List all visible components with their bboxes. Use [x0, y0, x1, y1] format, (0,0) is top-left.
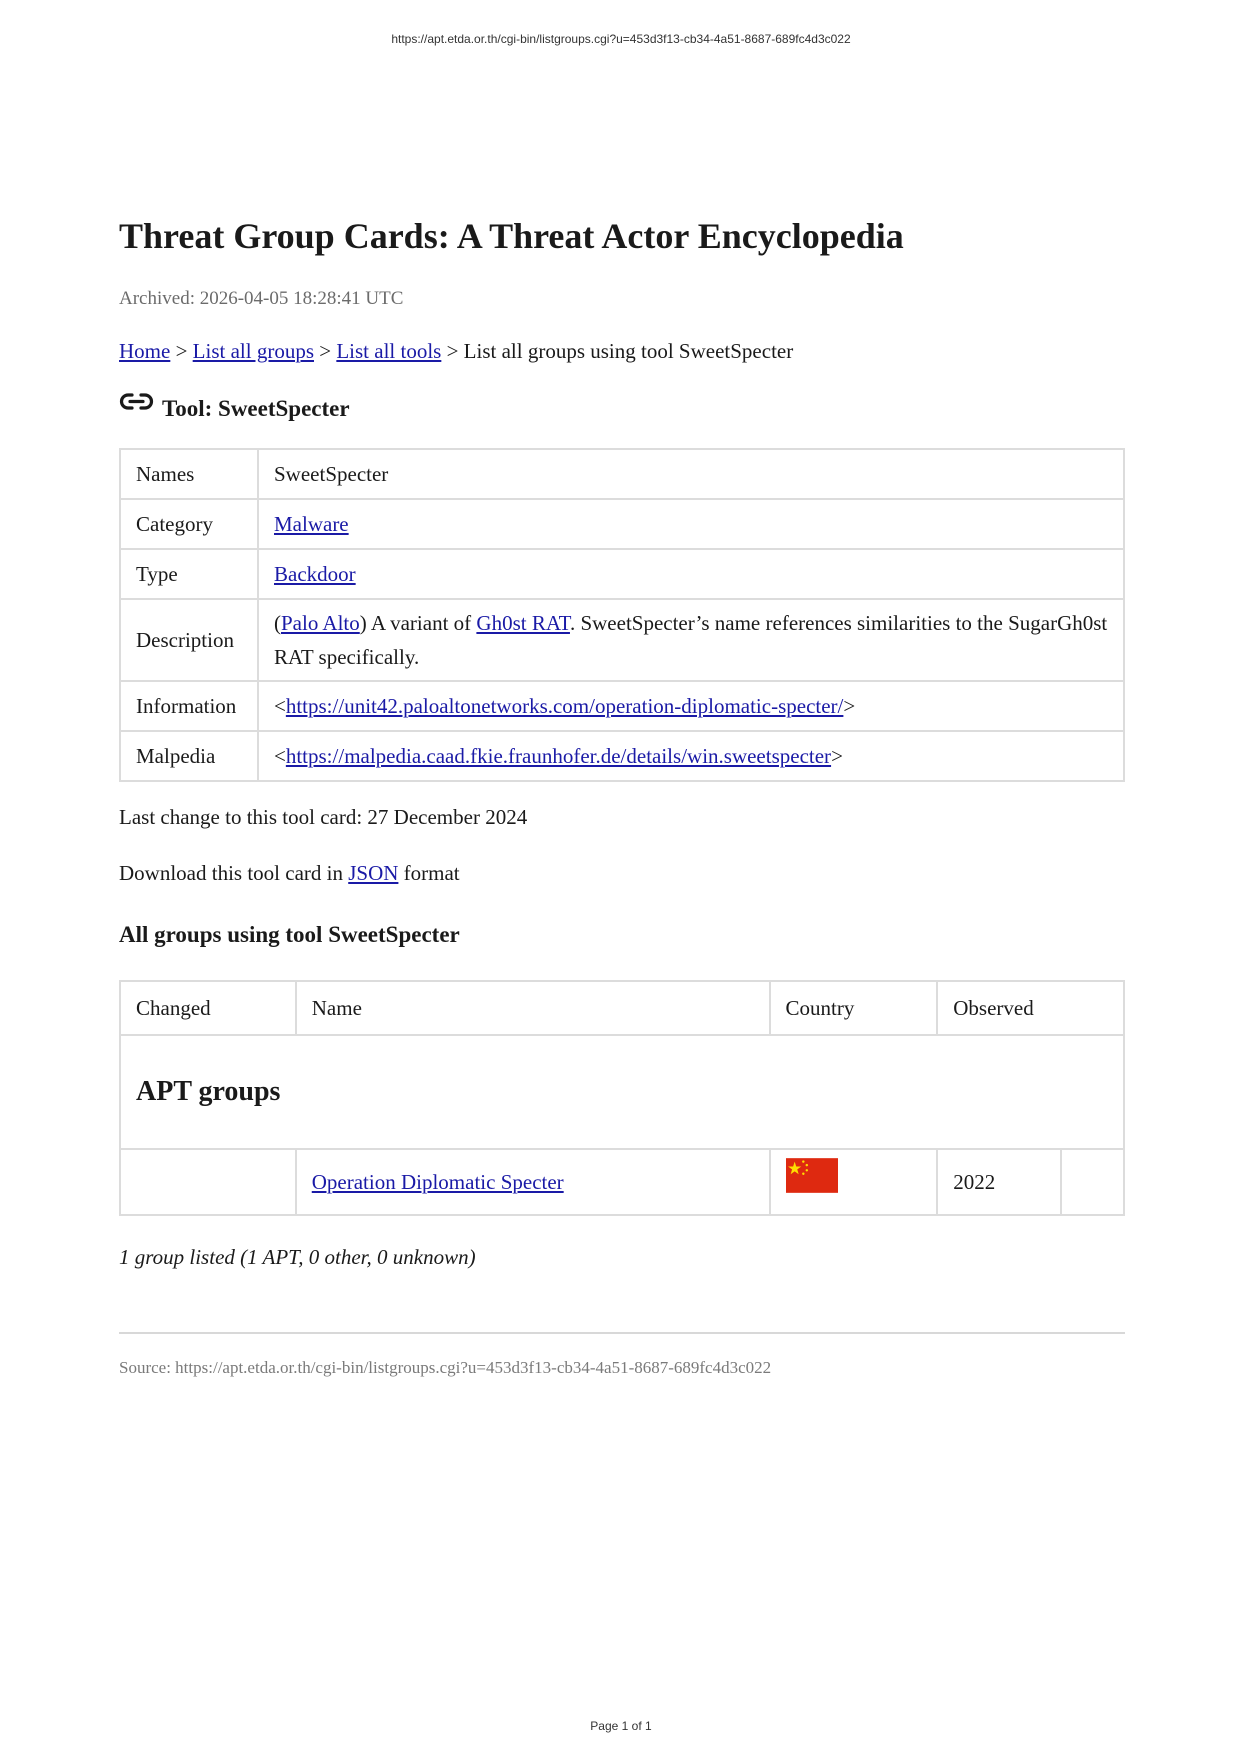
- breadcrumb-home-link[interactable]: Home: [119, 339, 171, 363]
- source-url: Source: https://apt.etda.or.th/cgi-bin/listgroups.cgi?u=453d3f13-cb34-4a51-8687-689fc4d3c022: [119, 1358, 772, 1377]
- tool-row-names: [120, 449, 1124, 499]
- tool-row-type: [120, 549, 1124, 599]
- tool-row-description: [120, 599, 1124, 681]
- table-row: [120, 1149, 1124, 1215]
- column-header-name: Name: [296, 981, 770, 1035]
- breadcrumb-list-tools-link[interactable]: List all tools: [336, 339, 442, 363]
- groups-section-title: All groups using tool SweetSpecter: [119, 922, 460, 947]
- page-title: Threat Group Cards: A Threat Actor Encyclopedia: [119, 216, 904, 256]
- last-change-text: Last change to this tool card: 27 December 2024: [119, 805, 528, 829]
- page-content: [119, 210, 1125, 1380]
- row-label: Category: [120, 499, 258, 549]
- category-link[interactable]: Malware: [274, 512, 349, 536]
- group-name-link[interactable]: Operation Diplomatic Specter: [311, 1169, 564, 1194]
- divider: [119, 1332, 1125, 1334]
- archived-timestamp: Archived: 2026-04-05 18:28:41 UTC: [119, 288, 404, 309]
- print-header-url: https://apt.etda.or.th/cgi-bin/listgroups.cgi?u=453d3f13-cb34-4a51-8687-689fc4d3c022: [391, 32, 851, 46]
- tool-row-information: Information <https://unit42.paloaltonetworks.com/operation-diplomatic-specter/>: [120, 681, 1124, 731]
- apt-groups-heading: APT groups: [136, 1076, 281, 1107]
- type-link[interactable]: Backdoor: [274, 562, 356, 586]
- gh0st-rat-link[interactable]: Gh0st RAT: [476, 611, 570, 635]
- row-label: Description: [120, 599, 258, 681]
- apt-groups-section-row: [120, 1035, 1124, 1149]
- row-label: Malpedia: [120, 731, 258, 781]
- group-observed-cell: 2022: [937, 1149, 1061, 1215]
- tool-row-category: [120, 499, 1124, 549]
- group-changed-cell: [120, 1149, 296, 1215]
- description-value: (Palo Alto) A variant of Gh0st RAT. SweetSpecter’s name references similarities to the SugarGh0st RAT specifically.: [258, 599, 1124, 681]
- column-header-changed: Changed: [120, 981, 296, 1035]
- json-download-link[interactable]: JSON: [348, 861, 399, 885]
- empty-cell: [1061, 1149, 1124, 1215]
- groups-summary: 1 group listed (1 APT, 0 other, 0 unknown): [119, 1245, 476, 1269]
- page-number: Page 1 of 1: [590, 1719, 652, 1733]
- tool-card-table: [119, 448, 1125, 782]
- tool-names-value: SweetSpecter: [258, 449, 1124, 499]
- download-line: Download this tool card in JSON format: [119, 861, 460, 885]
- breadcrumb-separator: >: [314, 339, 337, 363]
- row-label: Information: [120, 681, 258, 731]
- link-icon: [119, 392, 154, 412]
- tool-heading: [119, 394, 1125, 424]
- groups-table: [119, 980, 1125, 1216]
- column-header-country: Country: [770, 981, 938, 1035]
- breadcrumb-current: > List all groups using tool SweetSpecter: [441, 339, 794, 363]
- column-header-observed: Observed: [937, 981, 1124, 1035]
- breadcrumb-separator: >: [170, 339, 193, 363]
- row-label: Type: [120, 549, 258, 599]
- malpedia-link[interactable]: https://malpedia.caad.fkie.fraunhofer.de/details/win.sweetspecter: [285, 744, 832, 768]
- tool-row-malpedia: Malpedia <https://malpedia.caad.fkie.fraunhofer.de/details/win.sweetspecter>: [120, 731, 1124, 781]
- breadcrumb-list-groups-link[interactable]: List all groups: [192, 339, 314, 363]
- tool-title: Tool: SweetSpecter: [162, 396, 350, 421]
- source-palo-alto-link[interactable]: Palo Alto: [281, 611, 360, 635]
- information-link[interactable]: https://unit42.paloaltonetworks.com/operation-diplomatic-specter/: [285, 694, 844, 718]
- groups-header-row: [120, 981, 1124, 1035]
- china-flag-icon: [786, 1158, 838, 1193]
- breadcrumb: [119, 336, 1125, 366]
- row-label: Names: [120, 449, 258, 499]
